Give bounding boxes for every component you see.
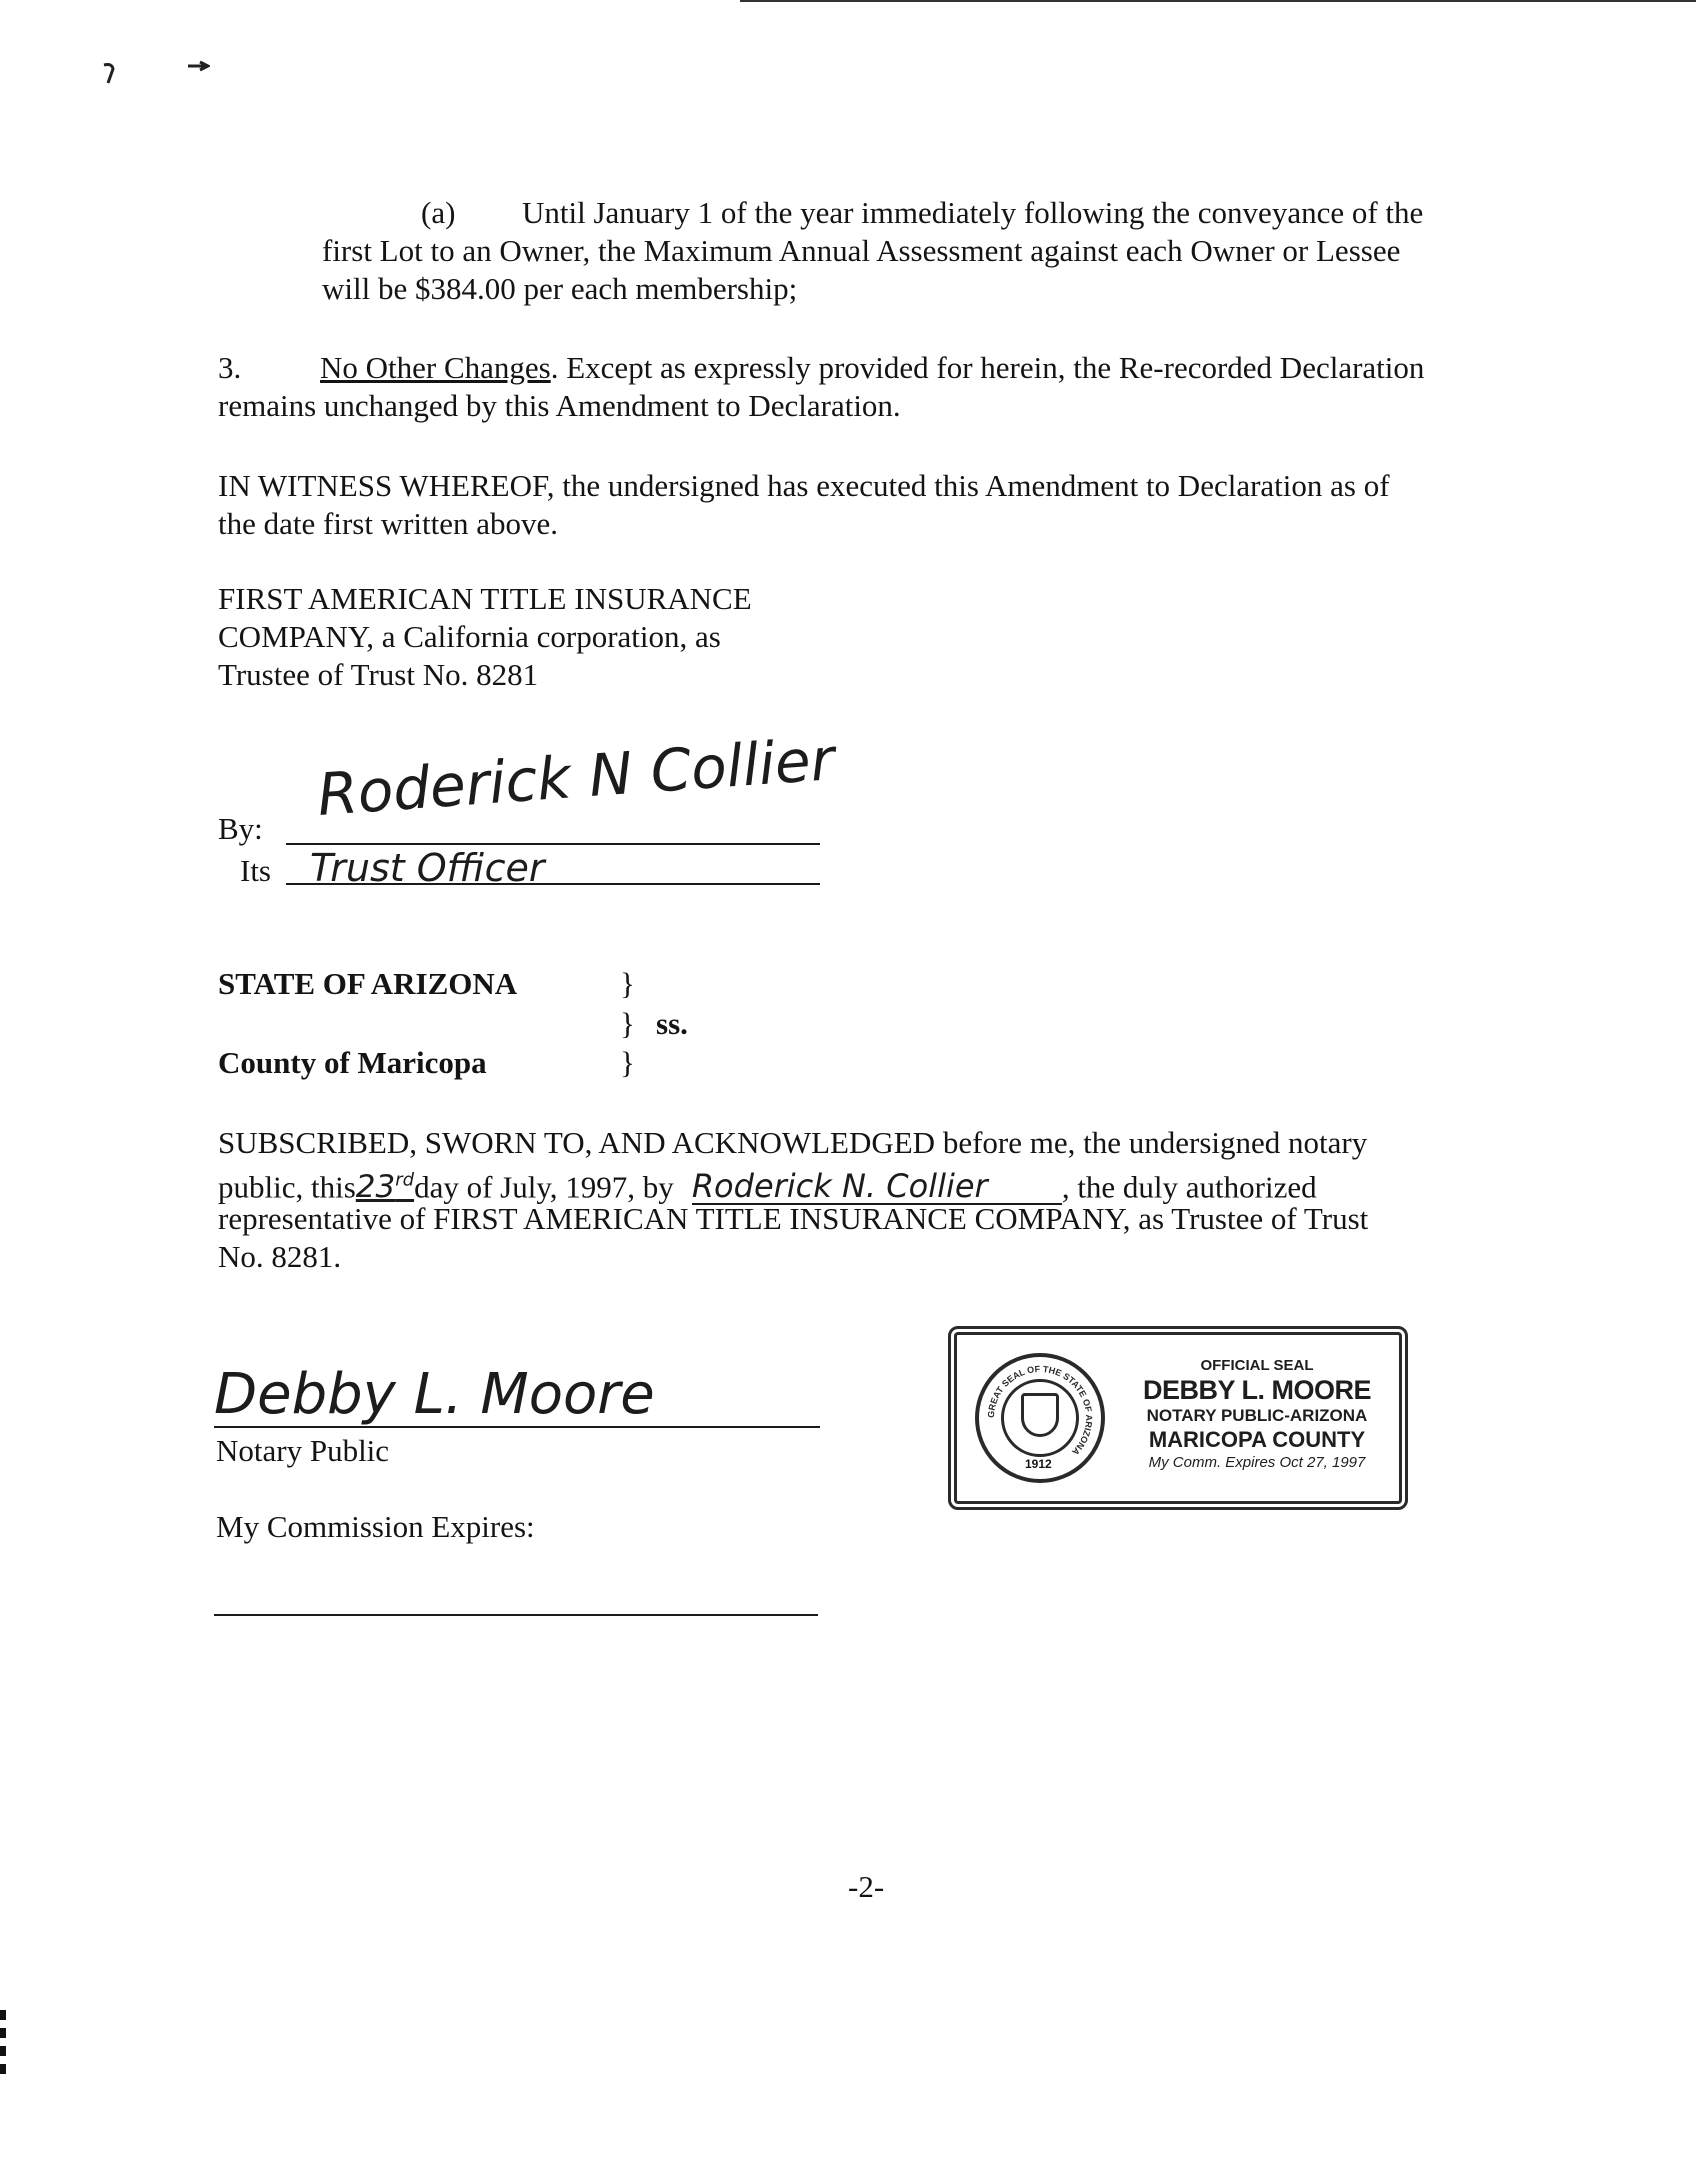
shield-icon [1021, 1393, 1059, 1437]
section-3-text: . Except as expressly provided for herein, the Re-recorded Declaration [550, 350, 1425, 385]
state-seal-emblem [975, 1353, 1105, 1483]
by-signature-line [286, 843, 820, 845]
ack-line1: SUBSCRIBED, SWORN TO, AND ACKNOWLEDGED before me, the undersigned notary [218, 1125, 1368, 1160]
its-label: Its [240, 853, 271, 888]
section-3-line2: remains unchanged by this Amendment to Declaration. [218, 388, 901, 423]
seal-ring-text: GREAT SEAL OF THE STATE OF ARIZONA [985, 1363, 1095, 1458]
seal-expiration: My Comm. Expires Oct 27, 1997 [1148, 1454, 1366, 1471]
notary-signature-line [214, 1426, 820, 1428]
ack-duly-authorized: , the duly authorized [1061, 1169, 1317, 1205]
ack-day-number: 23 [355, 1169, 396, 1206]
venue-ss: ss. [656, 1006, 688, 1041]
venue-brace-2: } [620, 1006, 635, 1041]
ack-signer-handwritten: Roderick N. Collier [692, 1169, 1062, 1205]
seal-notary-state: NOTARY PUBLIC-ARIZONA [1146, 1406, 1368, 1425]
paragraph-a-line3: will be $384.00 per each membership; [322, 271, 798, 306]
seal-official: OFFICIAL SEAL [1200, 1357, 1314, 1374]
notary-signature: Debby L. Moore [214, 1362, 655, 1427]
ack-line3: representative of FIRST AMERICAN TITLE INSURANCE COMPANY, as Trustee of Trust [218, 1201, 1369, 1236]
paragraph-a-line1: Until January 1 of the year immediately following the conveyance of the [522, 195, 1424, 230]
trustee-signature: Roderick N Collier [315, 725, 837, 830]
venue-state: STATE OF ARIZONA [218, 966, 518, 1001]
paragraph-a-label: (a) [421, 195, 456, 230]
ack-public-this: public, this [218, 1169, 356, 1205]
by-label: By: [218, 811, 263, 846]
scan-edge-mark [0, 2010, 6, 2080]
page-number: -2- [848, 1869, 885, 1904]
top-rule [740, 0, 1696, 2]
venue-county: County of Maricopa [218, 1045, 487, 1080]
ack-line4: No. 8281. [218, 1239, 342, 1274]
ack-day-suffix: rd [395, 1170, 415, 1191]
trustee-line1: FIRST AMERICAN TITLE INSURANCE [218, 581, 752, 616]
seal-text-block [1117, 1357, 1397, 1473]
trustee-line3: Trustee of Trust No. 8281 [218, 657, 539, 692]
seal-year: 1912 [1025, 1457, 1052, 1471]
commission-label: My Commission Expires: [216, 1509, 535, 1544]
commission-line [214, 1614, 818, 1616]
notary-label: Notary Public [216, 1433, 390, 1468]
seal-county: MARICOPA COUNTY [1148, 1427, 1366, 1452]
its-line [286, 883, 820, 885]
scan-mark [186, 44, 210, 58]
venue-brace-3: } [620, 1045, 635, 1080]
scan-mark [102, 56, 116, 80]
venue-brace-1: } [620, 966, 635, 1001]
trustee-title-handwritten: Trust Officer [310, 846, 545, 890]
witness-line2: the date first written above. [218, 506, 559, 541]
paragraph-a-line2: first Lot to an Owner, the Maximum Annual Assessment against each Owner or Lessee [322, 233, 1401, 268]
section-3-number: 3. [218, 350, 242, 385]
ack-day-of: day of July, 1997, by [414, 1169, 674, 1205]
section-3-heading: No Other Changes [320, 350, 551, 385]
notary-seal-stamp [948, 1326, 1408, 1510]
trustee-line2: COMPANY, a California corporation, as [218, 619, 721, 654]
section-3-line1 [320, 349, 1424, 387]
witness-line1: IN WITNESS WHEREOF, the undersigned has executed this Amendment to Declaration as of [218, 468, 1390, 503]
seal-notary-name: DEBBY L. MOORE [1142, 1375, 1372, 1405]
